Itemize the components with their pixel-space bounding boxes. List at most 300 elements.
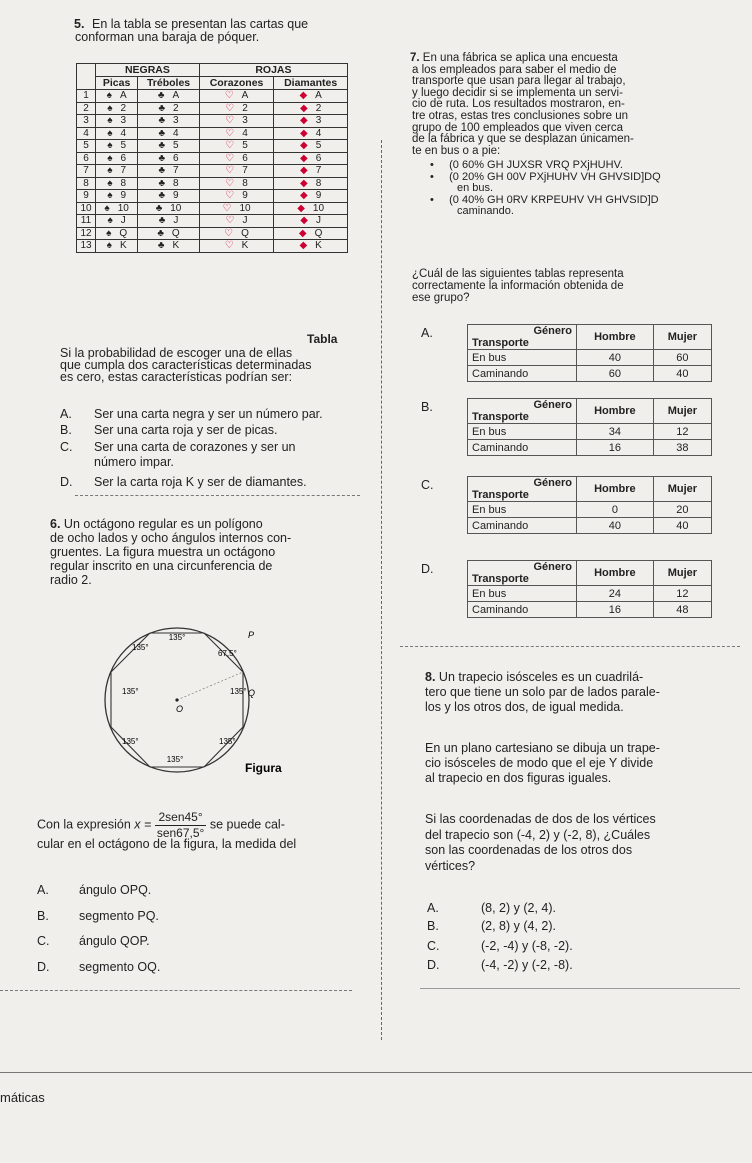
suit-icon: ♣ — [158, 102, 166, 114]
card-value: 4 — [315, 127, 322, 139]
q7-option-table[interactable] — [467, 560, 712, 618]
q8-line: tero que tiene un solo par de lados parale- — [425, 685, 660, 699]
cell-value: 20 — [653, 502, 711, 518]
header-transporte: Transporte — [472, 573, 529, 585]
suit-icon: ♠ — [107, 115, 113, 127]
row-index: 13 — [77, 240, 96, 253]
card-value: 10 — [117, 202, 129, 214]
row-label: En bus — [468, 424, 577, 440]
suit-icon: ♠ — [107, 102, 113, 114]
cell-value: 24 — [577, 586, 654, 602]
cell-value: 40 — [653, 366, 711, 382]
card-value: Q — [171, 227, 180, 239]
card-row — [77, 115, 348, 128]
card-value: 3 — [173, 115, 179, 127]
suit-icon: ◆ — [299, 177, 308, 189]
card-value: 7 — [315, 165, 322, 177]
q7-option-key[interactable]: C. — [421, 478, 434, 492]
card-cell — [274, 177, 348, 190]
suit-icon: ◆ — [299, 240, 308, 252]
suit-icon: ◆ — [299, 190, 308, 202]
q8-line: los y los otros dos, de igual medida. — [425, 700, 624, 714]
suit-icon: ♣ — [158, 190, 166, 202]
table-row — [468, 518, 712, 534]
row-index: 1 — [77, 90, 96, 103]
header-mujer: Mujer — [653, 325, 711, 350]
row-index: 11 — [77, 215, 96, 228]
row-index: 7 — [77, 165, 96, 178]
card-value: J — [242, 215, 248, 227]
point-label: P — [248, 630, 255, 640]
card-value: 10 — [312, 202, 325, 214]
suit-icon: ♠ — [106, 90, 112, 102]
header-genero: Género — [533, 477, 572, 489]
card-value: J — [120, 215, 126, 227]
suit-icon: ♡ — [225, 127, 235, 139]
card-value: J — [315, 215, 321, 227]
card-value: A — [241, 90, 249, 102]
card-row — [77, 127, 348, 140]
card-cell — [138, 140, 200, 153]
suit-icon: ♡ — [224, 240, 234, 252]
card-cell — [138, 127, 200, 140]
card-cell — [138, 190, 200, 203]
card-value: Q — [241, 227, 249, 239]
suit-header: Diamantes — [274, 77, 348, 90]
q5-option-a[interactable]: A. Ser una carta negra y ser un número par. — [60, 407, 323, 421]
suit-header: Corazones — [199, 77, 273, 90]
card-cell — [138, 115, 200, 128]
card-row — [77, 165, 348, 178]
card-cell — [96, 152, 138, 165]
row-label: Caminando — [468, 602, 577, 618]
q7-option-key[interactable]: D. — [421, 562, 434, 576]
table-row — [468, 586, 712, 602]
card-cell — [274, 115, 348, 128]
card-cell — [199, 177, 273, 190]
card-value: 4 — [242, 127, 248, 139]
card-cell — [138, 240, 200, 253]
q5-stem-line: es cero, estas características podrían ser: — [60, 370, 293, 384]
card-cell — [199, 215, 273, 228]
divider — [75, 495, 360, 496]
row-index: 2 — [77, 102, 96, 115]
suit-header: Picas — [96, 77, 138, 90]
q7-number: 7. — [410, 52, 420, 64]
q8-line: Un trapecio isósceles es un cuadrilá- — [438, 670, 644, 684]
card-value: 8 — [173, 177, 179, 189]
card-value: 6 — [120, 152, 127, 164]
row-label: En bus — [468, 350, 577, 366]
suit-icon: ♠ — [107, 190, 113, 202]
card-value: A — [119, 90, 127, 102]
suit-icon: ♣ — [158, 165, 166, 177]
octagon-figure — [90, 612, 330, 792]
group-red: ROJAS — [199, 64, 347, 77]
card-value: 2 — [242, 102, 248, 114]
card-value: 3 — [242, 115, 248, 127]
cell-value: 48 — [653, 602, 711, 618]
q7-line: cio de ruta. Los resultados mostraron, en- — [412, 98, 625, 111]
cell-value: 40 — [653, 518, 711, 534]
cell-value: 60 — [653, 350, 711, 366]
q7-question: correctamente la información obtenida de — [412, 280, 624, 292]
card-cell — [96, 90, 138, 103]
card-row — [77, 177, 348, 190]
card-row — [77, 152, 348, 165]
card-cell — [274, 240, 348, 253]
card-cell — [96, 190, 138, 203]
row-index: 8 — [77, 177, 96, 190]
suit-icon: ♡ — [225, 190, 235, 202]
suit-icon: ♠ — [107, 215, 113, 227]
card-value: Q — [119, 227, 128, 239]
suit-icon: ◆ — [299, 127, 308, 139]
card-value: 8 — [315, 177, 322, 189]
card-cell — [274, 227, 348, 240]
table-row — [468, 602, 712, 618]
row-label: Caminando — [468, 366, 577, 382]
suit-icon: ♣ — [155, 202, 163, 214]
card-cell — [96, 115, 138, 128]
table-caption: Tabla — [307, 332, 338, 346]
card-cell — [199, 165, 273, 178]
cell-value: 16 — [577, 602, 654, 618]
card-value: 3 — [315, 115, 322, 127]
q6-option-b[interactable]: B. segmento PQ. — [37, 909, 159, 923]
row-index: 3 — [77, 115, 96, 128]
q7-line: grupo de 100 empleados que viven cerca — [412, 121, 623, 134]
card-value: 2 — [173, 102, 179, 114]
card-cell — [138, 215, 200, 228]
q6-option-d[interactable]: D. segmento OQ. — [37, 960, 161, 974]
card-row — [77, 90, 348, 103]
card-cell — [274, 215, 348, 228]
card-row — [77, 202, 348, 215]
q7-line: a los empleados para saber el medio de — [412, 63, 617, 76]
suit-icon: ◆ — [299, 90, 308, 102]
suit-icon: ♠ — [107, 127, 113, 139]
q7-line: En una fábrica se aplica una encuesta — [422, 52, 618, 64]
suit-icon: ◆ — [299, 115, 308, 127]
q5-option-b[interactable]: B. Ser una carta roja y ser de picas. — [60, 423, 278, 437]
q6-line: de ocho lados y ocho ángulos internos con- — [50, 531, 292, 545]
suit-icon: ♣ — [158, 127, 166, 139]
cell-value: 16 — [577, 440, 654, 456]
cell-value: 12 — [653, 424, 711, 440]
card-value: 2 — [315, 102, 322, 114]
card-cell — [138, 90, 200, 103]
card-cell — [199, 152, 273, 165]
suit-icon: ◆ — [299, 102, 308, 114]
card-cell — [199, 127, 273, 140]
row-index: 9 — [77, 190, 96, 203]
divider — [420, 988, 740, 989]
suit-header: Tréboles — [138, 77, 200, 90]
card-value: 7 — [120, 165, 127, 177]
card-value: 3 — [120, 115, 127, 127]
cell-value: 38 — [653, 440, 711, 456]
card-value: 9 — [242, 190, 248, 202]
card-cell — [274, 190, 348, 203]
card-value: K — [172, 240, 180, 252]
angle-label: 135° — [230, 687, 247, 696]
card-cell — [199, 202, 273, 215]
table-row — [468, 366, 712, 382]
q6-line: radio 2. — [50, 573, 92, 587]
row-label: Caminando — [468, 440, 577, 456]
q7-line: tre otras, estas tres conclusiones sobre un — [412, 109, 629, 122]
q6-expression: Con la expresión x = $\frac{\text{2sen45°}}{\text{sen67,5°}}$ se puede cal- — [37, 810, 285, 840]
card-value: 5 — [120, 140, 127, 152]
card-value: 4 — [120, 127, 127, 139]
card-value: 5 — [315, 140, 322, 152]
q7-line: y luego decidir si se implementa un servi- — [412, 86, 623, 99]
suit-icon: ♡ — [224, 90, 234, 102]
header-hombre: Hombre — [577, 561, 654, 586]
q8-line: son las coordenadas de los otros dos — [425, 843, 633, 857]
angle-label: 135° — [122, 737, 139, 746]
card-cell — [96, 165, 138, 178]
card-cell — [96, 177, 138, 190]
suit-icon: ♡ — [225, 140, 235, 152]
card-row — [77, 190, 348, 203]
card-cell — [274, 165, 348, 178]
card-value: K — [119, 240, 127, 252]
card-row — [77, 140, 348, 153]
footer-subject: máticas — [0, 1090, 45, 1105]
suit-icon: ♡ — [222, 202, 232, 214]
row-index: 6 — [77, 152, 96, 165]
header-genero: Género — [533, 561, 572, 573]
q5-option-d[interactable]: D. Ser la carta roja K y ser de diamantes. — [60, 475, 307, 489]
row-label: Caminando — [468, 518, 577, 534]
card-cell — [274, 102, 348, 115]
suit-icon: ◆ — [297, 202, 305, 214]
card-cell — [96, 227, 138, 240]
suit-icon: ♠ — [104, 202, 110, 214]
card-value: K — [315, 240, 322, 252]
cell-value: 34 — [577, 424, 654, 440]
card-cell — [96, 140, 138, 153]
suit-icon: ◆ — [299, 165, 308, 177]
q5-option-c-cont: número impar. — [94, 455, 174, 469]
card-value: 8 — [242, 177, 248, 189]
q7-bullet-cont: en bus. — [457, 182, 494, 194]
q7-bullet: (0 40% GH 0RV KRPEUHV VH GHVSID]D — [449, 193, 659, 206]
q6-line: regular inscrito en una circunferencia de — [50, 559, 273, 573]
card-value: 2 — [120, 102, 127, 114]
suit-icon: ♣ — [158, 140, 166, 152]
card-value: 6 — [173, 152, 179, 164]
suit-icon: ♠ — [107, 177, 113, 189]
q7-line: transporte que usan para llegar al trabajo, — [412, 75, 626, 88]
suit-icon: ♣ — [157, 90, 165, 102]
q7-line: te en bus o a pie: — [412, 144, 501, 157]
q7-option-key[interactable]: A. — [421, 326, 433, 340]
suit-icon: ♠ — [107, 140, 113, 152]
card-cell — [274, 127, 348, 140]
q5-stem-line: Si la probabilidad de escoger una de ellas — [60, 346, 293, 360]
q6-option-c[interactable]: C. ángulo QOP. — [37, 934, 150, 948]
card-cell — [199, 227, 273, 240]
row-index: 10 — [77, 202, 96, 215]
card-cell — [138, 227, 200, 240]
angle-label: 135° — [132, 643, 149, 652]
angle-label: 135° — [166, 755, 184, 764]
row-label: En bus — [468, 586, 577, 602]
cell-value: 12 — [653, 586, 711, 602]
divider — [0, 990, 352, 991]
q7-bullet: (0 20% GH 00V PXjHUHV VH GHVSID]DQ — [449, 170, 661, 183]
header-hombre: Hombre — [577, 399, 654, 424]
q8-option-c[interactable]: C. (-2, -4) y (-8, -2). — [427, 939, 573, 953]
card-value: Q — [314, 227, 323, 239]
card-value: J — [173, 215, 179, 227]
suit-icon: ♠ — [106, 240, 112, 252]
q8-line: al trapecio en dos figuras iguales. — [425, 771, 612, 785]
suit-icon: ♠ — [106, 227, 112, 239]
q6-line: Un octágono regular es un polígono — [63, 517, 263, 531]
card-row — [77, 215, 348, 228]
angle-label: 135° — [168, 633, 186, 642]
column-divider — [381, 140, 382, 1040]
angle-label: 135° — [219, 737, 236, 746]
header-hombre: Hombre — [577, 477, 654, 502]
card-value: A — [315, 90, 322, 102]
card-value: 5 — [173, 140, 179, 152]
card-cell — [274, 90, 348, 103]
table-row — [468, 502, 712, 518]
q8-option-d[interactable]: D. (-4, -2) y (-2, -8). — [427, 958, 573, 972]
card-cell — [138, 152, 200, 165]
q6-expression-line2: cular en el octágono de la figura, la medida del — [37, 837, 297, 851]
q8-line: En un plano cartesiano se dibuja un trape- — [425, 741, 660, 755]
cell-value: 60 — [577, 366, 654, 382]
row-index: 4 — [77, 127, 96, 140]
footer-rule — [0, 1072, 752, 1073]
suit-icon: ◆ — [300, 215, 308, 227]
q7-question: ese grupo? — [412, 292, 470, 304]
card-cell — [274, 152, 348, 165]
suit-icon: ♠ — [107, 152, 113, 164]
card-value: 4 — [173, 127, 179, 139]
card-value: 7 — [173, 165, 179, 177]
card-cell — [96, 202, 138, 215]
suit-icon: ◆ — [298, 227, 307, 239]
q8-line: Si las coordenadas de dos de los vértices — [425, 812, 656, 826]
card-cell — [96, 127, 138, 140]
card-value: 5 — [242, 140, 248, 152]
card-cell — [96, 215, 138, 228]
suit-icon: ♠ — [107, 165, 113, 177]
angle-label: 135° — [122, 687, 139, 696]
card-row — [77, 240, 348, 253]
card-cell — [274, 140, 348, 153]
card-cell — [96, 240, 138, 253]
suit-icon: ♣ — [158, 177, 166, 189]
card-cell — [199, 140, 273, 153]
row-label: En bus — [468, 502, 577, 518]
card-cell — [199, 90, 273, 103]
card-cell — [199, 102, 273, 115]
card-value: 10 — [239, 202, 251, 214]
cell-value: 0 — [577, 502, 654, 518]
card-value: 8 — [120, 177, 127, 189]
q7-option-table[interactable] — [467, 476, 712, 534]
q8-number: 8. — [425, 670, 436, 684]
q6-option-a[interactable]: A. ángulo OPQ. — [37, 883, 152, 897]
card-cell — [138, 165, 200, 178]
q7-option-table[interactable] — [467, 398, 712, 456]
suit-icon: ♡ — [225, 102, 235, 114]
suit-icon: ♡ — [225, 115, 235, 127]
header-transporte: Transporte — [472, 337, 529, 349]
q7-bullet-cont: caminando. — [457, 205, 514, 217]
q8-line: cio isósceles de modo que el eje Y divide — [425, 756, 654, 770]
q8-line: vértices? — [425, 858, 476, 873]
cell-value: 40 — [577, 518, 654, 534]
card-cell — [199, 240, 273, 253]
q7-line: de la fábrica y que se desplazan únicamen- — [412, 133, 634, 146]
card-cell — [96, 102, 138, 115]
row-index: 12 — [77, 227, 96, 240]
card-cell — [138, 202, 200, 215]
q7-bullet: (0 60% GH JUXSR VRQ PXjHUHV. — [449, 159, 623, 171]
header-transporte: Transporte — [472, 489, 529, 501]
suit-icon: ♣ — [157, 240, 165, 252]
point-label: Q — [248, 688, 256, 698]
q5-intro-line1: En la tabla se presentan las cartas que — [92, 17, 309, 31]
group-black: NEGRAS — [96, 64, 200, 77]
card-value: 10 — [170, 202, 182, 214]
suit-icon: ♣ — [158, 152, 166, 164]
card-value: 9 — [120, 190, 127, 202]
card-value: 9 — [315, 190, 322, 202]
q5-option-c[interactable]: C. Ser una carta de corazones y ser un — [60, 440, 296, 454]
q5-number: 5. — [74, 17, 85, 31]
header-transporte: Transporte — [472, 411, 529, 423]
q5-stem-line: que cumpla dos características determinadas — [60, 358, 312, 372]
card-value: 6 — [315, 152, 322, 164]
q7-option-table[interactable] — [467, 324, 712, 382]
q8-option-b[interactable]: B. (2, 8) y (4, 2). — [427, 919, 557, 933]
cell-value: 40 — [577, 350, 654, 366]
card-value: A — [172, 90, 180, 102]
q6-line: gruentes. La figura muestra un octágono — [50, 545, 276, 559]
suit-icon: ♡ — [225, 215, 235, 227]
q8-option-a[interactable]: A. (8, 2) y (2, 4). — [427, 901, 557, 915]
header-mujer: Mujer — [653, 399, 711, 424]
q5-intro-line2: conforman una baraja de póquer. — [75, 30, 260, 44]
q7-option-key[interactable]: B. — [421, 400, 433, 414]
q7-question: ¿Cuál de las siguientes tablas representa — [412, 268, 624, 280]
card-value: 9 — [173, 190, 179, 202]
point-label: O — [176, 704, 184, 714]
angle-label: 67,5° — [218, 649, 237, 658]
suit-icon: ♡ — [224, 227, 234, 239]
card-value: K — [241, 240, 249, 252]
card-cell — [199, 190, 273, 203]
card-cell — [138, 177, 200, 190]
header-genero: Género — [533, 325, 572, 337]
card-row — [77, 227, 348, 240]
divider — [400, 646, 740, 647]
card-value: 7 — [242, 165, 248, 177]
suit-icon: ♡ — [225, 165, 235, 177]
card-cell — [138, 102, 200, 115]
figure-caption: Figura — [245, 761, 282, 775]
